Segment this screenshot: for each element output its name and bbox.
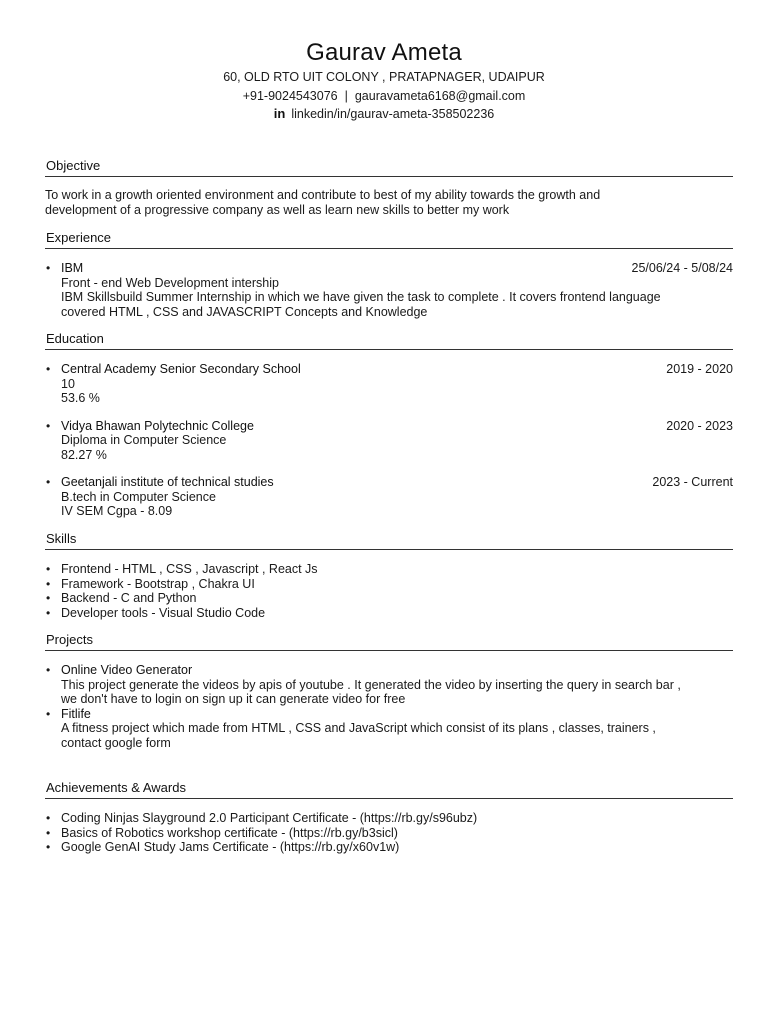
education-item (45, 475, 733, 519)
resume-header (0, 38, 768, 124)
project-name: • Online Video Generator (61, 663, 193, 677)
education-detail: B.tech in Computer Science (61, 489, 216, 504)
education-item (45, 419, 733, 463)
skills-list (45, 562, 733, 620)
projects-section (45, 631, 733, 750)
education-score: 53.6 % (61, 391, 100, 405)
education-school: • Vidya Bhawan Polytechnic College (61, 418, 254, 433)
experience-date: 25/06/24 - 5/08/24 (631, 261, 733, 275)
education-school: • Central Academy Senior Secondary School (61, 362, 301, 376)
education-date: 2019 - 2020 (666, 362, 733, 376)
section-title-education: Education (45, 330, 733, 350)
experience-list (45, 261, 733, 319)
linkedin-line (0, 105, 768, 124)
experience-desc-line-2: covered HTML , CSS and JAVASCRIPT Concepts and Knowledge (61, 304, 428, 319)
education-school: • Geetanjali institute of technical studies (61, 475, 274, 489)
achievement-item: • Basics of Robotics workshop certificate - (https://rb.gy/b3sicl) (45, 826, 733, 841)
section-title-experience: Experience (45, 229, 733, 249)
achievement-item: • Google GenAI Study Jams Certificate - (https://rb.gy/x60v1w) (45, 840, 733, 855)
project-desc-line-1: A fitness project which made from HTML , CSS and JavaScript which consist of its plans , classes, trainers , (61, 721, 656, 735)
contact-line (0, 87, 768, 106)
address: 60, OLD RTO UIT COLONY , PRATAPNAGER, UDAIPUR (223, 70, 545, 84)
project-name: • Fitlife (61, 706, 91, 721)
skill-item: • Developer tools - Visual Studio Code (45, 606, 733, 621)
objective-line-1: To work in a growth oriented environment and contribute to best of my ability towards the growth and (45, 188, 601, 202)
objective-section (45, 157, 733, 218)
section-title-objective: Objective (45, 157, 733, 177)
project-item (45, 663, 733, 707)
project-desc-line-2: contact google form (61, 735, 171, 750)
linkedin-icon: in (273, 106, 286, 121)
education-detail: 10 (61, 376, 75, 391)
section-title-skills: Skills (45, 530, 733, 550)
achievement-item: • Coding Ninjas Slayground 2.0 Participant Certificate - (https://rb.gy/s96ubz) (45, 811, 733, 826)
education-date: 2020 - 2023 (666, 418, 733, 433)
section-title-projects: Projects (45, 631, 733, 651)
experience-role: Front - end Web Development intership (61, 275, 279, 290)
education-detail: Diploma in Computer Science (61, 433, 227, 447)
project-item (45, 707, 733, 751)
objective-line-2: development of a progressive company as well as learn new skills to better my work (45, 203, 510, 217)
project-desc-line-2: we don't have to login on sign up it can generate video for free (61, 692, 406, 706)
education-score: IV SEM Cgpa - 8.09 (61, 504, 173, 518)
achievements-list (45, 811, 733, 855)
projects-list (45, 663, 733, 750)
objective-text (45, 188, 733, 218)
education-score: 82.27 % (61, 447, 107, 462)
skill-item: • Frontend - HTML , CSS , Javascript , React Js (45, 562, 733, 577)
achievements-section (45, 779, 733, 855)
email-link[interactable]: gauravameta6168@gmail.com (354, 88, 526, 103)
education-list (45, 362, 733, 519)
project-desc-line-1: This project generate the videos by apis of youtube . It generated the video by inserting the query in search bar , (61, 677, 681, 692)
contact-separator: | (344, 88, 348, 103)
experience-company: • IBM (61, 261, 84, 275)
candidate-name: Gaurav Ameta (306, 39, 462, 66)
experience-item (45, 261, 733, 319)
skill-item: • Backend - C and Python (45, 591, 733, 606)
education-section (45, 330, 733, 519)
skills-section (45, 530, 733, 620)
experience-section (45, 229, 733, 319)
experience-desc-line-1: IBM Skillsbuild Summer Internship in which we have given the task to complete . It covers frontend language (61, 290, 661, 304)
phone-number: +91-9024543076 (242, 88, 338, 103)
section-title-achievements: Achievements & Awards (45, 779, 733, 799)
education-item (45, 362, 733, 406)
education-date: 2023 - Current (652, 475, 733, 489)
skill-item: • Framework - Bootstrap , Chakra UI (45, 577, 733, 592)
linkedin-link[interactable]: linkedin/in/gaurav-ameta-358502236 (291, 107, 495, 121)
